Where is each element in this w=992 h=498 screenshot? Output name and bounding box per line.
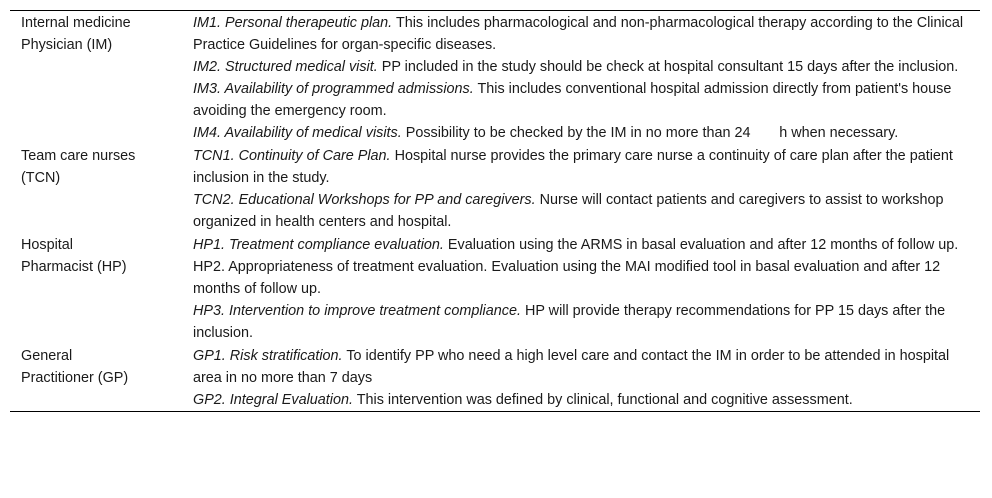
role-cell	[10, 144, 193, 233]
intervention-cell	[193, 300, 980, 344]
intervention-cell	[193, 144, 980, 189]
table-body	[10, 11, 980, 411]
intervention-description: Evaluation using the ARMS in basal evaluation and after 12 months of follow up.	[447, 237, 959, 253]
intervention-description: Evaluation using the MAI modified tool in basal evaluation and after 12 months of follow up.	[193, 259, 941, 297]
role-cell	[10, 11, 193, 144]
role-label-line: General	[21, 348, 73, 364]
intervention-title: TCN2. Educational Workshops for PP and caregivers.	[193, 192, 536, 208]
intervention-title: IM4. Availability of medical visits.	[193, 125, 402, 141]
intervention-cell	[193, 233, 980, 256]
intervention-description: HP will provide therapy recommendations for PP 15 days after the inclusion.	[193, 303, 946, 341]
intervention-cell	[193, 122, 980, 144]
intervention-title: HP3. Intervention to improve treatment compliance.	[193, 303, 521, 319]
table-row	[10, 11, 980, 56]
intervention-description: Hospital nurse provides the primary care nurse a continuity of care plan after the patient inclusion in the study.	[193, 148, 953, 186]
role-label-line: Hospital	[21, 237, 73, 253]
table-row	[10, 344, 980, 389]
intervention-description: Possibility to be checked by the IM in no more than 24 h when necessary.	[405, 125, 899, 141]
intervention-title: HP1. Treatment compliance evaluation.	[193, 237, 444, 253]
intervention-description: This intervention was defined by clinical, functional and cognitive assessment.	[356, 392, 853, 408]
intervention-cell	[193, 389, 980, 411]
intervention-title: HP2. Appropriateness of treatment evaluation.	[193, 259, 488, 275]
intervention-description: To identify PP who need a high level care and contact the IM in order to be attended in hospital area in no more than 7 days	[193, 348, 950, 386]
intervention-title: IM1. Personal therapeutic plan.	[193, 15, 393, 31]
intervention-title: IM3. Availability of programmed admissions.	[193, 81, 474, 97]
intervention-description: PP included in the study should be check at hospital consultant 15 days after the inclusion.	[381, 59, 959, 75]
intervention-title: GP2. Integral Evaluation.	[193, 392, 353, 408]
intervention-cell	[193, 78, 980, 122]
role-cell	[10, 233, 193, 344]
intervention-title: GP1. Risk stratification.	[193, 348, 343, 364]
role-label-line: Physician (IM)	[21, 37, 113, 53]
table-row	[10, 144, 980, 189]
role-label-line: Internal medicine	[21, 15, 131, 31]
role-cell	[10, 344, 193, 411]
intervention-cell	[193, 344, 980, 389]
role-label-line: (TCN)	[21, 170, 61, 186]
intervention-description: This includes conventional hospital admission directly from patient's house avoiding the emergency room.	[193, 81, 952, 119]
intervention-cell	[193, 56, 980, 78]
intervention-cell	[193, 189, 980, 233]
intervention-title: TCN1. Continuity of Care Plan.	[193, 148, 391, 164]
intervention-cell	[193, 11, 980, 56]
role-label-line: Practitioner (GP)	[21, 370, 129, 386]
intervention-description: This includes pharmacological and non-pharmacological therapy according to the Clinical Practice Guidelines for organ-specific diseases.	[193, 15, 964, 53]
intervention-cell	[193, 256, 980, 300]
role-label-line: Team care nurses	[21, 148, 136, 164]
interventions-table-grid	[10, 11, 980, 411]
interventions-table	[10, 10, 980, 412]
intervention-title: IM2. Structured medical visit.	[193, 59, 378, 75]
intervention-description: Nurse will contact patients and caregivers to assist to workshop organized in health centers and hospital.	[193, 192, 944, 230]
role-label-line: Pharmacist (HP)	[21, 259, 127, 275]
table-row	[10, 233, 980, 256]
